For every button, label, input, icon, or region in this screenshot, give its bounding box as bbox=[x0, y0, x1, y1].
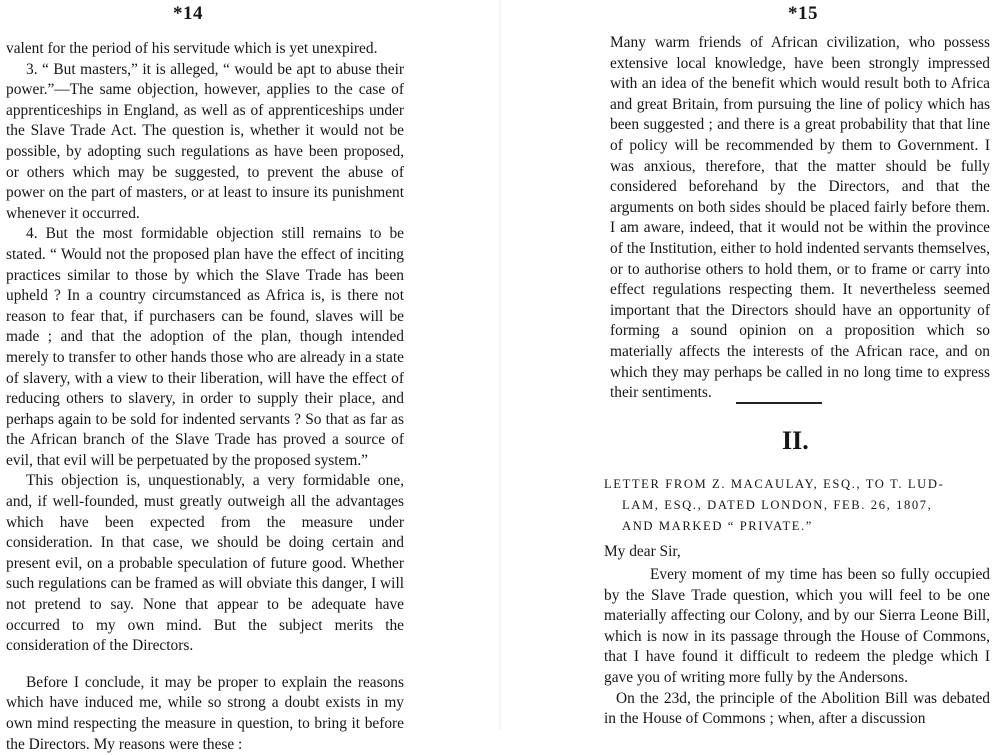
left-page-body bbox=[6, 39, 404, 755]
letter-heading-line-2: LAM, ESQ., DATED LONDON, FEB. 26, 1807, bbox=[622, 498, 933, 512]
right-page-body bbox=[610, 33, 990, 404]
section-divider-rule bbox=[736, 402, 822, 404]
left-page bbox=[0, 0, 500, 753]
letter-paragraph-on-the-23d: On the 23d, the principle of the Abolition Bill was debated in the House of Commons ; when, after a discussion bbox=[604, 689, 990, 728]
letter-paragraph-every-moment: Every moment of my time has been so fully occupied by the Slave Trade question, which you will feel to be one materially affecting our Colony, and by our Sierra Leone Bill, which is now in its passage through the House of Commons, that I have found it difficult to redeem the pledge which I gave you of writing more fully by the Andersons. bbox=[604, 566, 990, 686]
paragraph-objection-4: 4. But the most formidable objection still remains to be stated. “ Would not the proposed plan have the effect of inciting practices similar to those by which the Slave Trade has been upheld ? In a country circumstanced as Africa is, is there not reason to fear that, if purchasers can be found, slaves will be made ; and that the adoption of the plan, though intended merely to transfer to other hands those who are already in a state of slavery, with a view to their liberation, will have the effect of reducing others to slavery, in order to supply their place, and perhaps again to be sold for indented servants ? So that as far as the African branch of the Slave Trade has proved a source of evil, that evil will be perpetuated by the proposed system.” bbox=[6, 225, 404, 469]
letter-heading-line-3: AND MARKED “ PRIVATE.” bbox=[622, 519, 813, 533]
right-page-number: *15 bbox=[788, 3, 818, 24]
paragraph-warm-friends: Many warm friends of African civilization, who possess extensive local knowledge, have been strongly impressed with an idea of the benefit which would result both to Africa and great Britain, from pursuing the line of policy which has been suggested ; and there is a great probability that that line of policy will be recommended by them to Government. I was anxious, therefore, that the matter should be fully considered beforehand by the Directors, and that the arguments on both sides should be placed fairly before them. I am aware, indeed, that it would not be within the province of the Institution, either to hold indented servants themselves, or to authorise others to hold them, or to frame or carry into effect regulations respecting them. It nevertheless seemed important that the Directors should have an opportunity of forming a sound opinion on a proposition which so materially affects the interests of the African race, and on which they may perhaps be called in no long time to express their sentiments. bbox=[610, 34, 990, 402]
letter-body bbox=[604, 565, 990, 730]
right-page bbox=[500, 0, 1000, 730]
section-numeral: II. bbox=[782, 426, 809, 455]
letter-heading bbox=[604, 474, 990, 537]
paragraph-objection-3: 3. “ But masters,” it is alleged, “ would be apt to abuse their power.”—The same objection, however, applies to the case of apprenticeships in England, as well as of apprenticeships under the Slave Trade Act. The question is, whether it would not be possible, by adopting such regulations as have been proposed, or others which may be suggested, to prevent the abuse of power on the part of masters, or at least to insure its punishment whenever it occurred. bbox=[6, 60, 404, 222]
letter-heading-line-1: LETTER FROM Z. MACAULAY, ESQ., TO T. LUD- bbox=[604, 477, 945, 491]
paragraph-before-i-conclude: Before I conclude, it may be proper to explain the reasons which have induced me, while so strong a doubt exists in my own mind respecting the measure in question, to bring it before the Directors. My reasons were these : bbox=[6, 673, 404, 753]
letter-salutation: My dear Sir, bbox=[604, 543, 681, 560]
left-page-number: *14 bbox=[173, 3, 203, 24]
paragraph-formidable-objection: This objection is, unquestionably, a very formidable one, and, if well-founded, must greatly outweigh all the advantages which have been expected from the measure under consideration. In that case, we should be doing certain and present evil, on a probable speculation of future good. Whether such regulations can be framed as will obviate this danger, I will not pretend to say. None that appear to be adequate have occurred to my own mind. But the subject merits the consideration of the Directors. bbox=[6, 472, 404, 655]
paragraph-continuation: valent for the period of his servitude which is yet unexpired. bbox=[6, 40, 378, 57]
